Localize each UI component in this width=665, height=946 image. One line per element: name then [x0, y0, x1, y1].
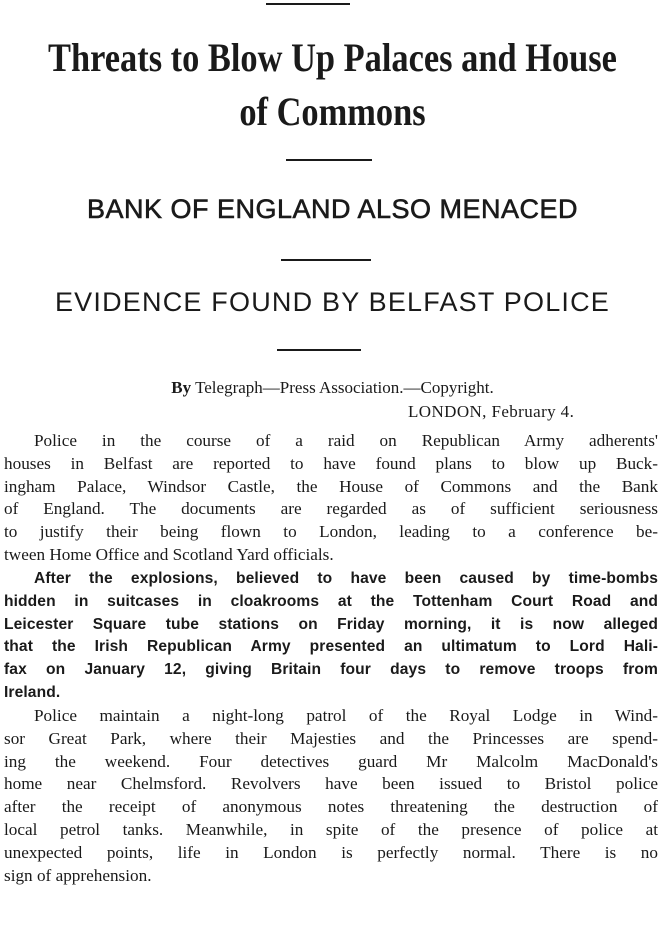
paragraph-line: home near Chelmsford. Revolvers have been issued to Bristol police	[4, 774, 658, 794]
paragraph-1	[4, 430, 658, 567]
paragraph-line: of England. The documents are regarded as of sufficient seriousness	[4, 499, 658, 519]
top-rule	[266, 3, 350, 5]
headline-line-2: of Commons	[239, 89, 426, 134]
subhead-evidence-found: EVIDENCE FOUND BY BELFAST POLICE	[54, 287, 611, 317]
byline	[0, 378, 665, 398]
paragraph-line: unexpected points, life in London is perfectly normal. There is no	[4, 842, 658, 862]
paragraph-line: hidden in suitcases in cloakrooms at the Tottenham Court Road and	[4, 592, 658, 610]
paragraph-line: ingham Palace, Windsor Castle, the House of Commons and the Bank	[4, 476, 658, 496]
paragraph-line: ing the weekend. Four detectives guard Mr Malcolm MacDonald's	[4, 751, 658, 771]
byline-prefix: By	[171, 378, 192, 397]
byline-source: Telegraph—Press Association.—Copyright.	[191, 378, 494, 397]
paragraph-line: After the explosions, believed to have been caused by time-bombs	[34, 570, 658, 587]
subhead-divider-rule	[281, 259, 371, 261]
paragraph-line: Police in the course of a raid on Republican Army adherents'	[34, 431, 658, 450]
paragraph-line: Ireland.	[4, 683, 61, 701]
byline-divider-rule	[277, 349, 361, 351]
paragraph-line: Police maintain a night-long patrol of the Royal Lodge in Wind-	[34, 706, 658, 725]
paragraph-line: sor Great Park, where their Majesties and the Princesses are spend-	[4, 728, 658, 748]
paragraph-line: sign of apprehension.	[4, 865, 152, 885]
subhead-bank-of-england: BANK OF ENGLAND ALSO MENACED	[86, 194, 579, 224]
paragraph-line: that the Irish Republican Army presented an ultimatum to Lord Hali-	[4, 638, 658, 656]
paragraph-3	[4, 705, 658, 887]
dateline: LONDON, February 4.	[408, 402, 575, 421]
paragraph-line: local petrol tanks. Meanwhile, in spite of the presence of police at	[4, 819, 658, 839]
headline-divider-rule	[286, 159, 372, 161]
paragraph-line: tween Home Office and Scotland Yard officials.	[4, 544, 334, 564]
paragraph-line: after the receipt of anonymous notes threatening the destruction of	[4, 797, 658, 817]
paragraph-line: to justify their being flown to London, leading to a conference be-	[4, 522, 658, 542]
paragraph-line: houses in Belfast are reported to have found plans to blow up Buck-	[4, 453, 658, 473]
paragraph-line: Leicester Square tube stations on Friday morning, it is now alleged	[4, 615, 658, 633]
headline-line-1: Threats to Blow Up Palaces and House	[48, 35, 617, 80]
paragraph-line: fax on January 12, giving Britain four days to remove troops from	[4, 661, 658, 679]
paragraph-2	[4, 568, 658, 705]
